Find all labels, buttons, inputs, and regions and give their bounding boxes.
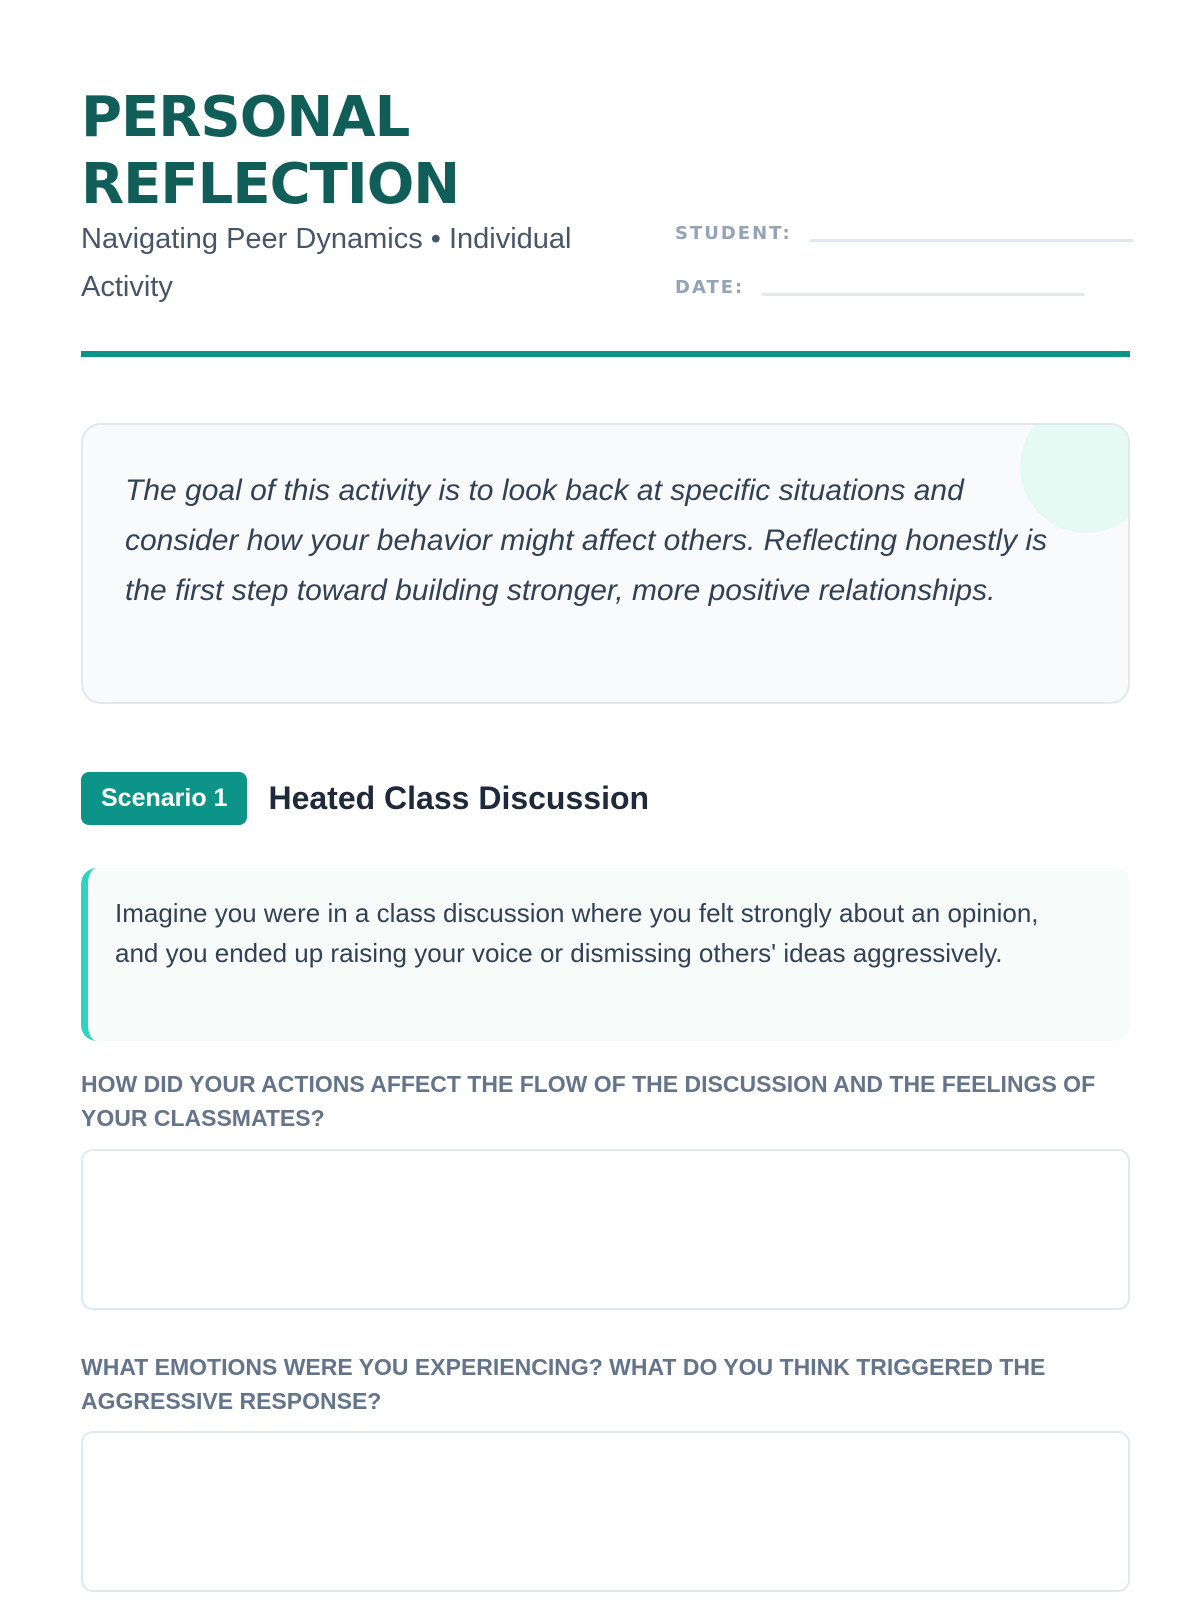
date-label: DATE: bbox=[675, 277, 745, 298]
intro-card bbox=[81, 423, 1130, 704]
question-1-prompt: HOW DID YOUR ACTIONS AFFECT THE FLOW OF THE DISCUSSION AND THE FEELINGS OF YOUR CLASSMATES? bbox=[81, 1071, 1096, 1131]
intro-text: The goal of this activity is to look back at specific situations and consider how your behavior might affect others. Reflecting honestly is the first step toward building stronger, more positive relationships. bbox=[125, 474, 1048, 607]
scenario-description: Imagine you were in a class discussion where you felt strongly about an opinion, and you ended up raising your voice or dismissing others' ideas aggressively. bbox=[115, 898, 1039, 968]
student-label: STUDENT: bbox=[675, 223, 792, 244]
page-subtitle: Navigating Peer Dynamics • Individual Activity bbox=[81, 223, 572, 303]
question-2-answer[interactable] bbox=[81, 1431, 1130, 1592]
question-1-answer[interactable] bbox=[81, 1149, 1130, 1310]
worksheet-header bbox=[81, 84, 1130, 356]
student-field bbox=[675, 223, 1133, 244]
scenario-description-box bbox=[81, 868, 1130, 1041]
date-line[interactable] bbox=[762, 293, 1084, 296]
page-title: PERSONAL REFLECTION bbox=[81, 85, 460, 217]
scenario-badge: Scenario 1 bbox=[81, 772, 247, 825]
scenario-title: Heated Class Discussion bbox=[268, 780, 650, 816]
student-name-line[interactable] bbox=[810, 239, 1133, 242]
scenario-header bbox=[81, 772, 649, 825]
question-2-prompt: WHAT EMOTIONS WERE YOU EXPERIENCING? WHAT DO YOU THINK TRIGGERED THE AGGRESSIVE RESPONSE? bbox=[81, 1354, 1046, 1414]
date-field bbox=[675, 277, 1084, 298]
header-divider bbox=[81, 351, 1130, 357]
